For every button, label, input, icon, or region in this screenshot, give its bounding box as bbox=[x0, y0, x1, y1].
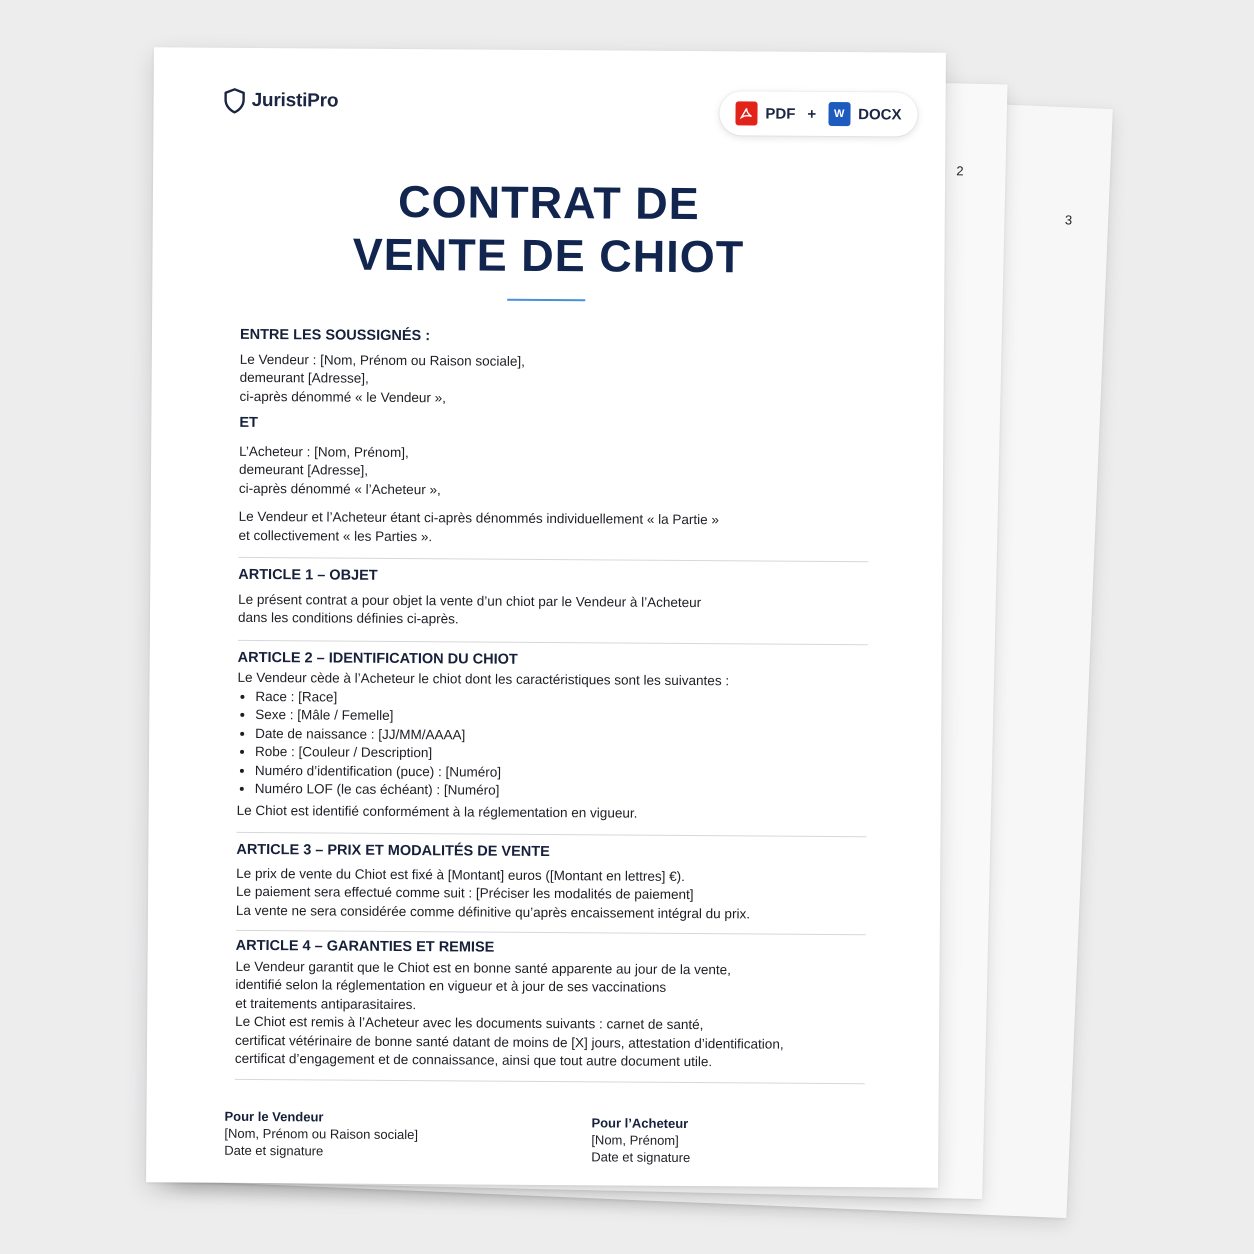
page-1-sheet bbox=[146, 47, 946, 1188]
article-1-line: Le présent contrat a pour objet la vente d’un chiot par le Vendeur à l’Acheteur bbox=[238, 591, 702, 610]
seller-line: demeurant [Adresse], bbox=[239, 369, 369, 386]
section-divider bbox=[238, 639, 868, 644]
word-icon: W bbox=[828, 102, 850, 126]
article-1-heading: ARTICLE 1 – OBJET bbox=[238, 566, 378, 584]
pdf-label: PDF bbox=[765, 105, 796, 123]
article-4-line: et traitements antiparasitaires. bbox=[235, 995, 417, 1012]
brand-logo bbox=[224, 88, 339, 115]
collective-line: et collectivement « les Parties ». bbox=[238, 527, 433, 544]
parties-heading: ENTRE LES SOUSSIGNÉS : bbox=[239, 326, 431, 345]
list-item: • Numéro LOF (le cas échéant) : [Numéro] bbox=[255, 780, 857, 803]
section-divider bbox=[238, 557, 868, 562]
puppy-details-list bbox=[237, 687, 858, 802]
article-2-outro: Le Chiot est identifié conformément à la réglementation en vigueur. bbox=[236, 802, 638, 821]
list-item: • Numéro d’identification (puce) : [Numéro] bbox=[255, 761, 857, 784]
list-item: • Race : [Race] bbox=[255, 687, 857, 710]
docx-format[interactable] bbox=[828, 102, 902, 127]
section-divider bbox=[235, 1078, 865, 1083]
buyer-line: L’Acheteur : [Nom, Prénom], bbox=[239, 443, 409, 460]
seller-line: Le Vendeur : [Nom, Prénom ou Raison sociale], bbox=[239, 351, 525, 369]
seller-signature-block bbox=[224, 1108, 418, 1160]
brand-name: JuristiPro bbox=[251, 89, 339, 112]
list-item: • Date de naissance : [JJ/MM/AAAA] bbox=[255, 724, 857, 747]
article-4-line: Le Vendeur garantit que le Chiot est en bonne santé apparente au jour de la vente, bbox=[235, 958, 731, 977]
buyer-line: demeurant [Adresse], bbox=[238, 461, 369, 478]
article-4-heading: ARTICLE 4 – GARANTIES ET REMISE bbox=[235, 937, 495, 956]
and-heading: ET bbox=[239, 414, 258, 431]
seller-line: ci-après dénommé « le Vendeur », bbox=[239, 388, 446, 405]
article-3-line: Le paiement sera effectué comme suit : [Préciser les modalités de paiement] bbox=[236, 883, 694, 903]
article-4-line: identifié selon la réglementation en vigueur et à jour de ses vaccinations bbox=[235, 976, 667, 995]
docx-label: DOCX bbox=[858, 105, 902, 123]
buyer-signature-label: Pour l’Acheteur bbox=[591, 1115, 689, 1132]
title-line-2: VENTE DE CHIOT bbox=[352, 228, 745, 283]
buyer-block bbox=[239, 442, 859, 502]
title-underline bbox=[507, 299, 585, 302]
page-number-2: 2 bbox=[956, 163, 964, 179]
buyer-signature-date: Date et signature bbox=[591, 1149, 691, 1166]
article-4-line: Le Chiot est remis à l’Acheteur avec les documents suivants : carnet de santé, bbox=[235, 1013, 704, 1033]
document-title bbox=[152, 173, 945, 285]
pdf-icon bbox=[735, 101, 757, 125]
seller-signature-date: Date et signature bbox=[224, 1142, 324, 1159]
parties-collective bbox=[238, 508, 858, 549]
section-divider bbox=[236, 930, 866, 935]
seller-signature-name: [Nom, Prénom ou Raison sociale] bbox=[224, 1125, 419, 1143]
format-badge[interactable] bbox=[719, 91, 917, 136]
buyer-signature-name: [Nom, Prénom] bbox=[591, 1132, 679, 1148]
list-item: • Robe : [Couleur / Description] bbox=[255, 743, 857, 766]
buyer-line: ci-après dénommé « l’Acheteur », bbox=[238, 480, 441, 497]
section-divider bbox=[236, 832, 866, 837]
article-4-line: certificat d’engagement et de connaissance, ainsi que tout autre document utile. bbox=[234, 1050, 713, 1070]
article-2-intro: Le Vendeur cède à l’Acheteur le chiot dont les caractéristiques sont les suivantes : bbox=[237, 669, 730, 689]
seller-block bbox=[239, 350, 859, 410]
contract-body bbox=[235, 326, 860, 1084]
seller-signature-label: Pour le Vendeur bbox=[224, 1108, 324, 1125]
article-2-heading: ARTICLE 2 – IDENTIFICATION DU CHIOT bbox=[237, 649, 518, 668]
plus-sign: + bbox=[807, 105, 817, 123]
page-number-3: 3 bbox=[1064, 212, 1073, 228]
article-3-heading: ARTICLE 3 – PRIX ET MODALITÉS DE VENTE bbox=[236, 841, 550, 861]
article-3-line: Le prix de vente du Chiot est fixé à [Montant] euros ([Montant en lettres] €). bbox=[236, 865, 686, 884]
collective-line: Le Vendeur et l’Acheteur étant ci-après dénommés individuellement « la Partie » bbox=[238, 508, 720, 528]
list-item: • Sexe : [Mâle / Femelle] bbox=[255, 706, 857, 729]
shield-icon bbox=[224, 88, 246, 114]
article-3-line: La vente ne sera considérée comme définitive qu’après encaissement intégral du prix. bbox=[235, 902, 751, 921]
title-line-1: CONTRAT DE bbox=[397, 175, 700, 230]
pdf-format[interactable] bbox=[735, 101, 795, 125]
buyer-signature-block bbox=[591, 1114, 690, 1166]
article-1-line: dans les conditions définies ci-après. bbox=[237, 609, 459, 627]
article-4-line: certificat vétérinaire de bonne santé datant de moins de [X] jours, attestation d’identification, bbox=[234, 1032, 784, 1052]
